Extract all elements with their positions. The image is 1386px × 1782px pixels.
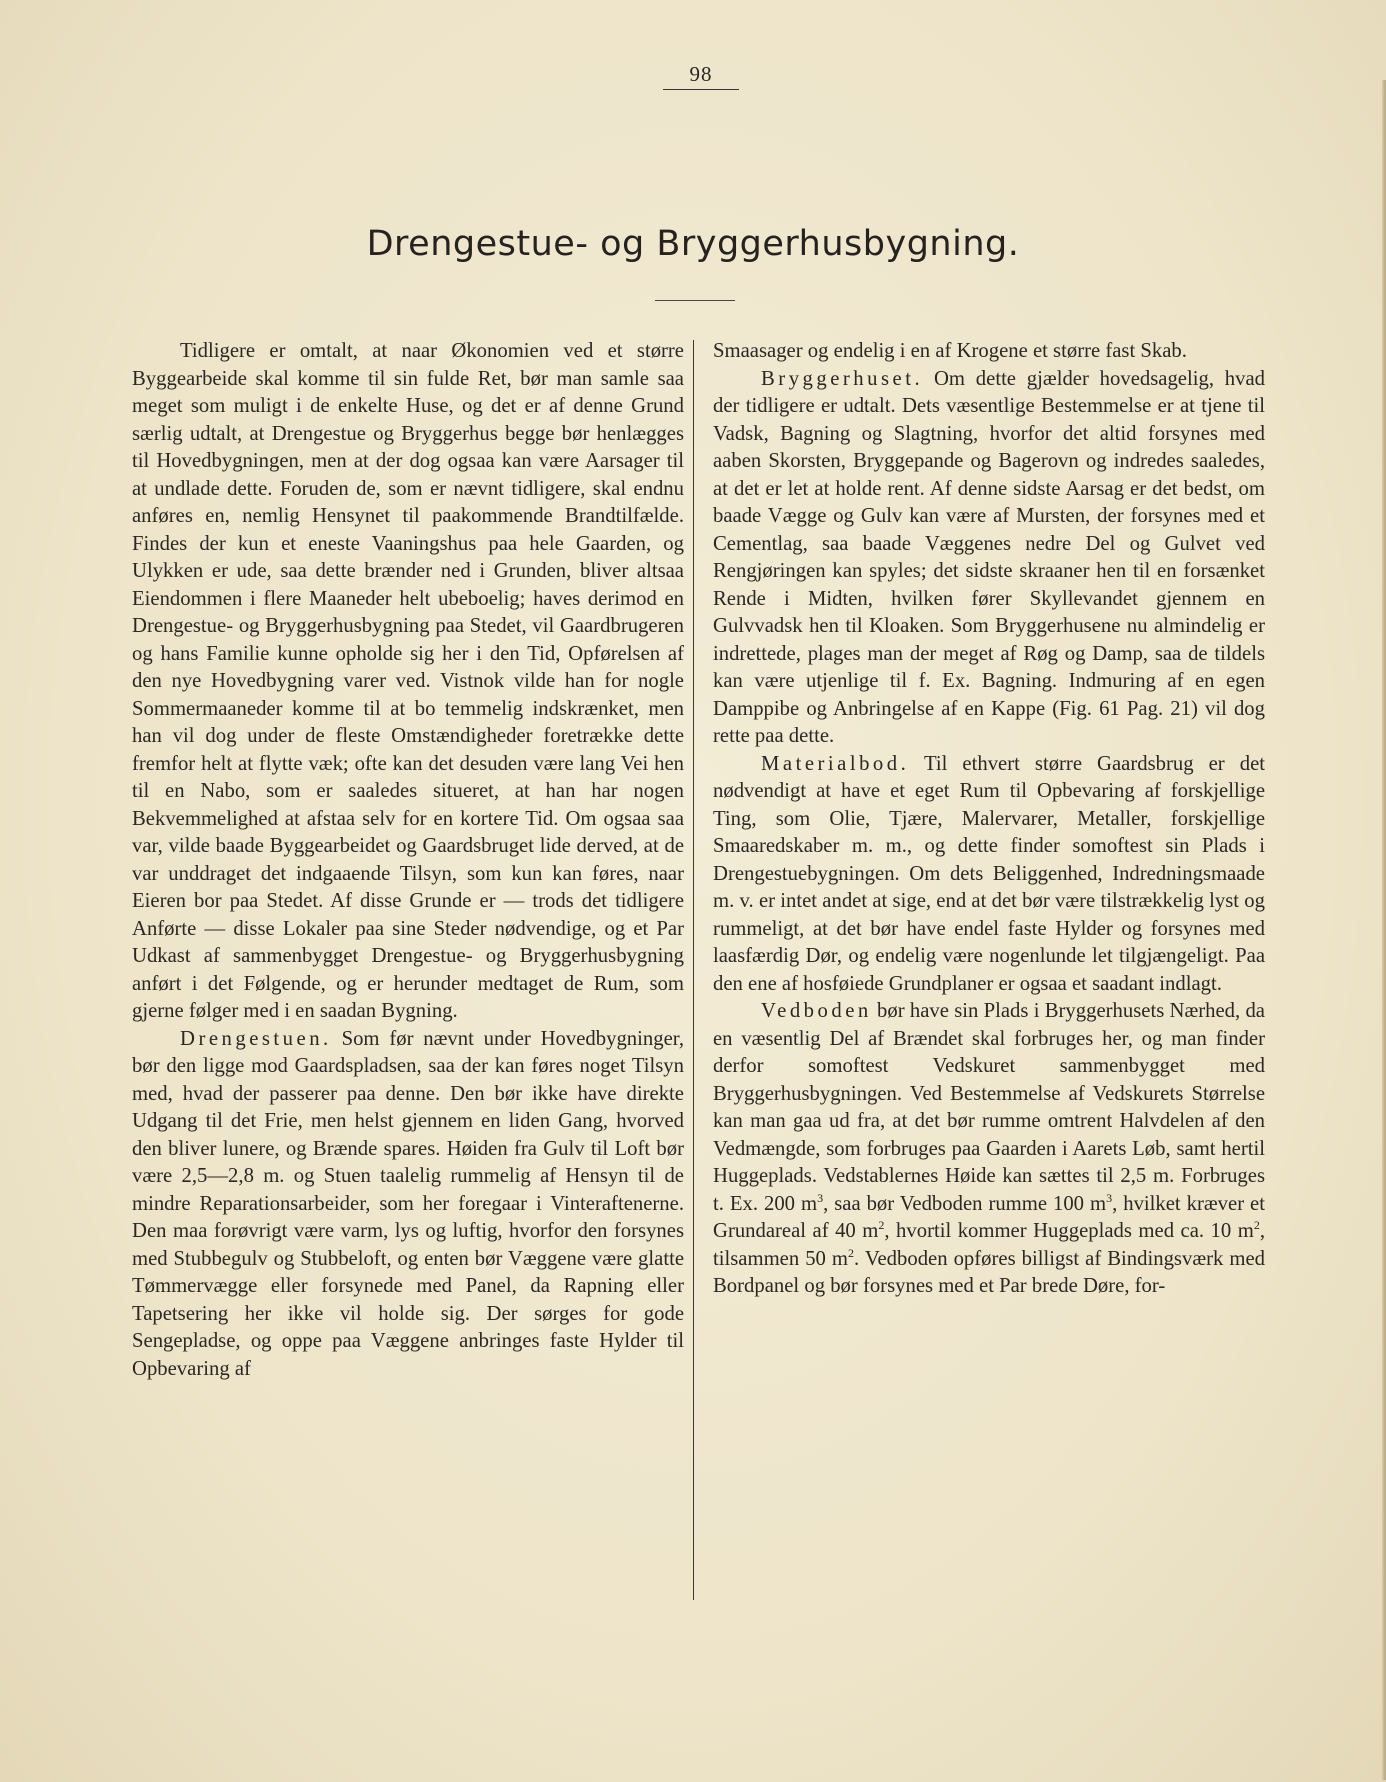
- heading-drengestuen: Drengestuen.: [180, 1027, 332, 1050]
- title-rule: [655, 300, 735, 301]
- paragraph-vedboden: [713, 998, 1265, 1301]
- paragraph-bryggerhuset: [713, 366, 1265, 751]
- heading-materialbod: Materialbod.: [761, 752, 910, 775]
- superscript-2: 2: [848, 1245, 855, 1260]
- paragraph-materialbod: [713, 751, 1265, 999]
- left-column: [132, 338, 684, 1383]
- superscript-2: 2: [1253, 1218, 1260, 1233]
- text-drengestuen: Som før nævnt under Hovedbygninger, bør den ligge mod Gaardspladsen, saa der kan føres noget Tilsyn med, hvad der passerer paa denne. Den bør ikke have direkte Udgang til det Frie, men helst gjennem en liden Gang, hvorved den bliver lunere, og Brænde spares. Høiden fra Gulv til Loft bør være 2,5—2,8 m. og Stuen taalelig rummelig af Hensyn til de mindre Reparationsarbeider, som her foregaar i Vinteraftenerne. Den maa forøvrigt være varm, lys og luftig, hvorfor den forsynes med Stubbegulv og Stubbeloft, og enten bør Væggene være glatte Tømmervægge eller forsynede med Panel, da Rapning eller Tapetsering her ikke vil holde sig. Der sørges for gode Sengepladse, og oppe paa Væggene anbringes faste Hylder til Opbevaring af: [132, 1027, 684, 1380]
- paragraph-drengestuen: [132, 1026, 684, 1384]
- superscript-3: 3: [817, 1190, 824, 1205]
- page-number: 98: [663, 62, 739, 90]
- heading-vedboden: Vedboden: [761, 1000, 872, 1022]
- page-title: Drengestue- og Bryggerhusbygning.: [366, 224, 1020, 264]
- text-bryggerhuset: Om dette gjælder hovedsagelig, hvad der tidligere er udtalt. Dets væsentlige Bestemmelse er at tjene til Vadsk, Bagning og Slagtning, hvorfor det altid forsynes med aaben Skorsten, Bryggepande og Bagerovn og indredes saaledes, at det er let at holde rent. Af denne sidste Aarsag er det bedst, om baade Vægge og Gulv kan være af Mursten, der forsynes med et Cementlag, saa baade Væggenes nedre Del og Gulvet ved Rengjøringen kan spyles; det sidste skraaner hen til en forsænket Rende i Midten, hvilken fører Skyllevandet gjennem en Gulvvadsk hen til Kloaken. Som Bryggerhusene nu almindelig er indrettede, plages man der meget af Røg og Damp, saa de tildels kan være utjenlige til f. Ex. Bagning. Indmuring af en egen Damppibe og Anbringelse af en Kappe (Fig. 61 Pag. 21) vil dog rette paa dette.: [713, 367, 1266, 747]
- text-vedboden-f: . Vedboden opføres billigst af Bindingsværk med Bordpanel og bør forsynes med et Par brede Døre, for-: [713, 1247, 1265, 1297]
- heading-bryggerhuset: Bryggerhuset.: [761, 367, 924, 390]
- page-edge-shadow: [1382, 80, 1386, 1780]
- text-vedboden-e: , tilsammen 50 m: [713, 1220, 1266, 1270]
- text-vedboden-c: , hvilket kræver et Grundareal af 40 m: [713, 1192, 1265, 1242]
- paragraph-continued: Smaasager og endelig i en af Krogene et større fast Skab.: [713, 340, 1187, 362]
- text-vedboden-b: , saa bør Vedboden rumme 100 m: [823, 1192, 1107, 1215]
- text-vedboden-a: bør have sin Plads i Bryggerhusets Nærhed, da en væsentlig Del af Brændet skal forbruges her, og man finder derfor somoftest Vedskuret sammenbygget med Bryggerhusbygningen. Ved Bestemmelse af Vedskurets Størrelse kan man gaa ud fra, at det bør rumme omtrent Halvdelen af den Vedmængde, som forbruges paa Gaarden i Aarets Løb, samt hertil Huggeplads. Vedstablernes Høide kan sættes til 2,5 m. Forbruges t. Ex. 200 m: [713, 1000, 1265, 1215]
- text-materialbod: Til ethvert større Gaardsbrug er det nødvendigt at have et eget Rum til Opbevaring af forskjellige Ting, som Olie, Tjære, Malervarer, Metaller, forskjellige Smaaredskaber m. m., og dette finder somoftest sin Plads i Drengestuebygningen. Om dets Beliggenhed, Indredningsmaade m. v. er intet andet at sige, end at det bør være tilstrækkelig lyst og rummeligt, at det bør have endel faste Hylder og forsynes med laasfærdig Dør, og endelig være nogenlunde let tilgjængeligt. Paa den ene af hosføiede Grundplaner er ogsaa et saadant indlagt.: [713, 752, 1265, 995]
- right-column: [713, 338, 1265, 1301]
- superscript-2: 2: [878, 1218, 885, 1233]
- superscript-3: 3: [1106, 1190, 1113, 1205]
- paragraph-intro: Tidligere er omtalt, at naar Økonomien ved et større Byggearbeide skal komme til sin fulde Ret, bør man samle saa meget som muligt i de enkelte Huse, og det er af denne Grund særlig udtalt, at Drengestue og Bryggerhus begge bør henlægges til Hovedbygningen, men at der dog ogsaa kan være Aarsager til at undlade dette. Foruden de, som er nævnt tidligere, skal endnu anføres en, nemlig Hensynet til paakommende Brandtilfælde. Findes der kun et eneste Vaaningshus paa hele Gaarden, og Ulykken er ude, saa dette brænder ned i Grunden, bliver altsaa Eiendommen i flere Maaneder helt ubeboelig; haves derimod en Drengestue- og Bryggerhusbygning paa Stedet, vil Gaardbrugeren og hans Familie kunne opholde sig her i den Tid, Opførelsen af den nye Hovedbygning varer ved. Vistnok vilde han for nogle Sommermaaneder komme til at bo temmelig indskrænket, men han vil dog under de fleste Omstændigheder foretrække dette fremfor helt at flytte væk; ofte kan det desuden være lang Vei hen til en Nabo, som er saaledes situeret, at han har nogen Bekvemmelighed at afstaa selv for en kortere Tid. Om ogsaa saa var, vilde baade Byggearbeidet og Gaardsbruget lide derved, at de var unddraget det indgaaende Tilsyn, som kun kan føres, naar Eieren bor paa Stedet. Af disse Grunde er — trods det tidligere Anførte — disse Lokaler paa sine Steder nødvendige, og et Par Udkast af sammenbygget Drengestue- og Bryggerhusbygning anført i det Følgende, og er herunder medtaget de Rum, som gjerne følger med i en saadan Bygning.: [132, 340, 684, 1022]
- text-vedboden-d: , hvortil kommer Huggeplads med ca. 10 m: [884, 1220, 1254, 1242]
- column-divider: [693, 340, 694, 1600]
